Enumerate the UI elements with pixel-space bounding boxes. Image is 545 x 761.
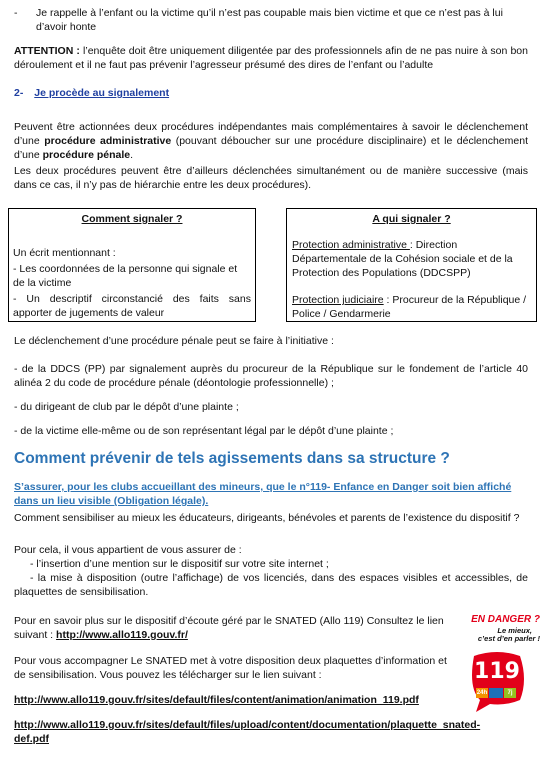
attention-text: l’enquête doit être uniquement diligentée par des professionnels afin de ne pas nuire à son bon déroulement et il ne faut pas prévenir l’agresseur présumé des dires de l’enfant ou l’adulte — [14, 45, 528, 71]
intro-line-2: d’avoir honte — [36, 21, 97, 33]
initiative-item-1: - de la DDCS (PP) par signalement auprès du procureur de la République sur le fondement de l’article 40 alinéa 2 du code de procédure pénale (déontologie professionnelle) ; — [14, 363, 528, 389]
logo-119-badge — [466, 650, 528, 712]
prevention-assurer-text: S’assurer, pour les clubs accueillant des mineurs, que le n°119- Enfance en Danger soit bien affiché dans un lieu visible (Obligation légale). — [14, 481, 512, 507]
intro-bullet: - — [14, 7, 18, 19]
procedures-paragraph-2: Les deux procédures peuvent être d’ailleurs déclenchées simultanément ou de manière successive (mais dans ce cas, il n’y pas de hiérarchie entre les deux procédures). — [14, 165, 528, 191]
protection-administrative — [292, 238, 532, 280]
plaquette-pdf-link-line-2[interactable]: def.pdf — [14, 733, 49, 745]
logo-119-number: 119 — [474, 659, 520, 684]
a-qui-signaler-box — [286, 208, 537, 322]
procedure-penale-label: procédure pénale — [42, 149, 131, 161]
allo-119-logo — [460, 614, 542, 722]
comment-signaler-item-1: - Les coordonnées de la personne qui signale et de la victime — [13, 263, 238, 289]
section-2-title: Je procède au signalement — [34, 87, 170, 99]
a-qui-signaler-title: A qui signaler ? — [372, 213, 451, 225]
attention-label: ATTENTION : — [14, 45, 80, 57]
protection-judiciaire-text: : Procureur de la République / Police / Gendarmerie — [292, 294, 527, 320]
comment-signaler-title: Comment signaler ? — [81, 213, 183, 225]
comment-signaler-box — [8, 208, 256, 322]
plaquette-pdf-link-wrap — [14, 718, 534, 746]
protection-administrative-label: Protection administrative — [292, 239, 410, 251]
procedures-text-a: Peuvent être actionnées deux procédures indépendantes mais complémentaires à savoir le déclenchement d’une — [14, 121, 528, 147]
prevention-bullet-2-wrap — [14, 571, 528, 599]
logo-en-danger: EN DANGER ? — [471, 614, 540, 625]
plaquette-pdf-link-line-1[interactable]: http://www.allo119.gouv.fr/sites/default/files/upload/content/documentation/plaquette_snated- — [14, 719, 481, 731]
prevention-heading: Comment prévenir de tels agissements dans sa structure ? — [14, 450, 450, 467]
attention-paragraph — [14, 44, 528, 72]
protection-judiciaire-label: Protection judiciaire — [292, 294, 384, 306]
logo-le-mieux: Le mieux, — [497, 626, 532, 635]
prevention-assurer — [14, 480, 528, 508]
protection-judiciaire — [292, 293, 532, 321]
intro-text — [36, 6, 536, 34]
savoir-paragraph — [14, 614, 454, 642]
initiative-item-3: - de la victime elle-même ou de son représentant légal par le dépôt d’une plainte ; — [14, 425, 394, 437]
procedures-paragraph-1 — [14, 120, 528, 162]
accompagner-paragraph: Pour vous accompagner Le SNATED met à votre disposition deux plaquettes d’information et de sensibilisation. Vous pouvez les télécharger sur le lien suivant : — [14, 655, 447, 681]
logo-7j: 7j — [507, 690, 513, 696]
comment-signaler-intro: Un écrit mentionnant : — [13, 247, 116, 259]
logo-cest-den-parler: c’est d’en parler ! — [477, 634, 540, 643]
prevention-sensibiliser: Comment sensibiliser au mieux les éducateurs, dirigeants, bénévoles et parents de l’existence du dispositif ? — [14, 512, 520, 524]
animation-119-pdf-link[interactable]: http://www.allo119.gouv.fr/sites/default/files/content/animation/animation_119.pdf — [14, 694, 419, 706]
initiative-intro: Le déclenchement d’une procédure pénale peut se faire à l’initiative : — [14, 335, 334, 347]
procedure-administrative-label: procédure administrative — [44, 135, 172, 147]
allo119-home-link[interactable]: http://www.allo119.gouv.fr/ — [56, 629, 188, 641]
procedures-text-c: . — [130, 149, 134, 161]
prevention-pour-cela: Pour cela, il vous appartient de vous assurer de : — [14, 544, 242, 556]
prevention-bullet-2: - la mise à disposition (outre l’affichage) de vos licenciés, dans des espaces visibles et accessibles, de plaquettes de sensibilisation. — [14, 572, 528, 598]
procedures-text-b: (pouvant déboucher sur une procédure disciplinaire) et le déclenchement d’une — [14, 135, 528, 161]
section-2-number: 2- — [14, 87, 24, 99]
prevention-bullet-1: - l’insertion d’une mention sur le dispositif sur votre site internet ; — [30, 558, 329, 570]
section-2-heading — [14, 86, 169, 100]
savoir-text: Pour en savoir plus sur le dispositif d’écoute géré par le SNATED (Allo 119) Consultez le lien suivant : — [14, 615, 444, 641]
intro-line-1: Je rappelle à l’enfant ou la victime qu’il n’est pas coupable mais bien victime et que ce n’est pas à lui — [36, 7, 503, 19]
comment-signaler-item-2: - Un descriptif circonstancié des faits sans apporter de jugements de valeur — [13, 293, 251, 319]
initiative-item-2: - du dirigeant de club par le dépôt d’une plainte ; — [14, 401, 239, 413]
protection-administrative-text: : Direction Départementale de la Cohésion sociale et de la Protection des Populations (DDCSPP) — [292, 239, 513, 279]
logo-24h: 24h — [476, 690, 488, 696]
